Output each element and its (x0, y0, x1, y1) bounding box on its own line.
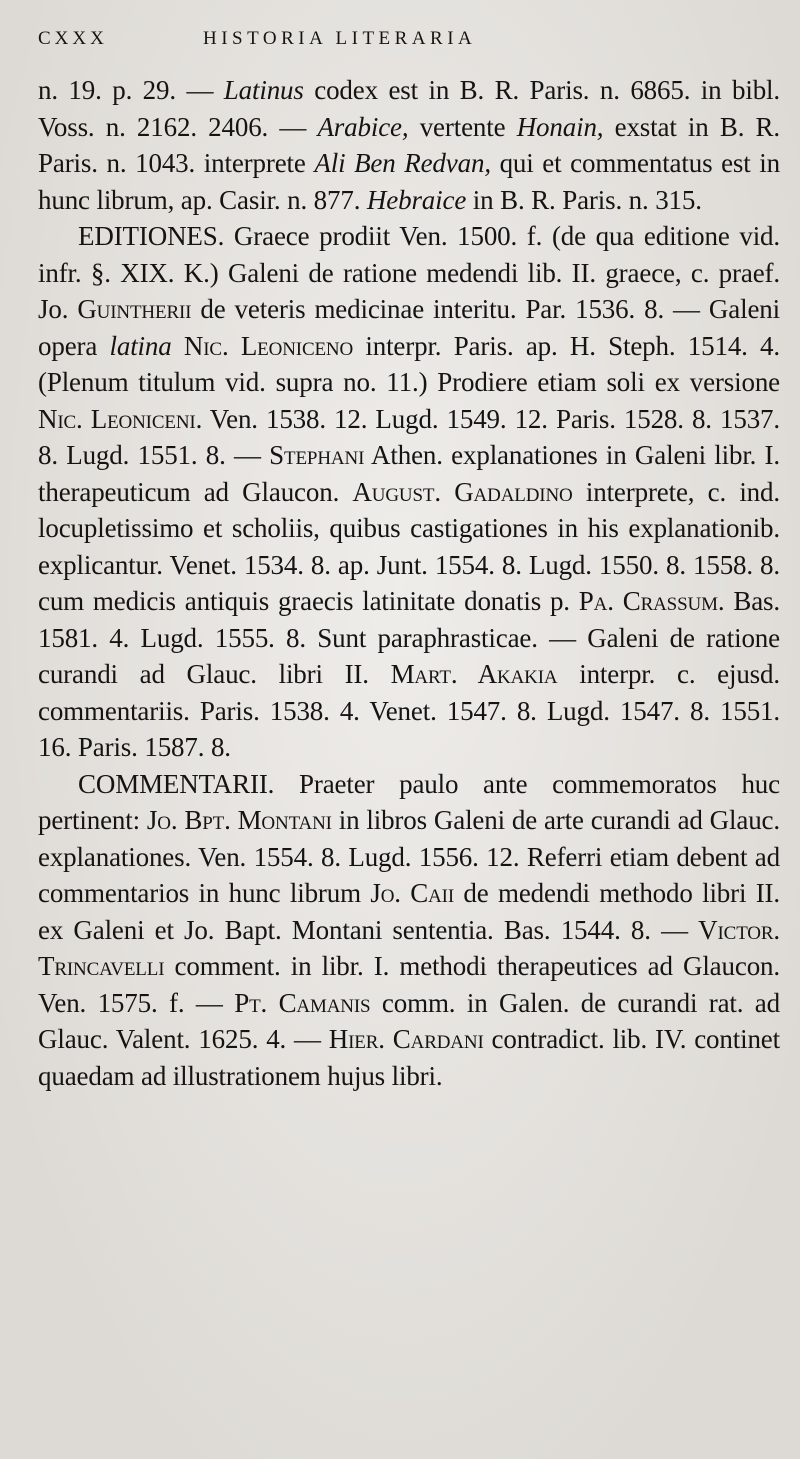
italic-term: Hebraice (366, 184, 467, 215)
italic-term: Arabice, (317, 111, 409, 142)
paragraph-continuation (38, 72, 780, 218)
text-run: contradict. lib. IV. continet quaedam ad illustrationem hujus libri. (38, 1024, 780, 1091)
text-run: in libros Galeni de arte curandi ad Glauc. explanationes. Ven. 1554. 8. Lugd. 1556. 12. Referri etiam debent ad commentarios in hunc librum (38, 805, 780, 908)
italic-term: Latinus (223, 75, 304, 105)
text-run: de veteris medicinae interitu. Par. 1536. 8. — Galeni opera (38, 294, 780, 361)
author-name: August. Gadaldino (352, 476, 573, 507)
text-run: n. 19. p. 29. — (38, 75, 224, 105)
text-run: codex est in B. R. Paris. n. 6865. in bibl. Voss. n. 2162. 2406. — (38, 75, 780, 142)
author-name: Pt. Camanis (234, 987, 371, 1018)
italic-term: latina (109, 330, 172, 361)
italic-term: Ali Ben Redvan, (314, 148, 491, 178)
text-run: de medendi methodo libri II. ex Galeni et Jo. Bapt. Montani sententia. Bas. 1544. 8. — (38, 878, 780, 945)
text-run: COMMENTARII. Praeter paulo ante commemoratos huc pertinent: (38, 768, 780, 835)
text-run: Bas. 1581. 4. Lugd. 1555. 8. Sunt paraphrasticae. — Galeni de ratione curandi ad Glauc. libri II. (38, 586, 780, 689)
text-run: Ven. 1538. 12. Lugd. 1549. 12. Paris. 1528. 8. 1537. 8. Lugd. 1551. 8. — (38, 403, 780, 470)
author-name: Nic. Leoniceni. (38, 403, 203, 434)
text-run: in B. R. Paris. n. 315. (466, 184, 702, 215)
paragraph-commentarii (38, 766, 780, 1095)
text-run (172, 331, 184, 361)
text-run: interprete, c. ind. locupletissimo et scholiis, quibus castigationes in his explanationib. explicantur. Venet. 1534. 8. ap. Junt. 1554. 8. Lugd. 1550. 8. 1558. 8. cum medicis antiquis graecis latinitate donatis p. (38, 476, 780, 616)
paragraph-editiones (38, 218, 780, 766)
text-run: interpr. c. ejusd. commentariis. Paris. 1538. 4. Venet. 1547. 8. Lugd. 1547. 8. 1551. 16. Paris. 1587. 8. (38, 659, 780, 762)
author-name: Nic. Leoniceno (183, 330, 354, 361)
text-run: exstat in B. R. Paris. n. 1043. interprete (38, 111, 780, 178)
running-title: HISTORIA LITERARIA (203, 28, 477, 49)
text-run: vertente (408, 111, 517, 142)
page-body (38, 72, 780, 1094)
page-header (38, 28, 780, 72)
text-run: comm. in Galen. de curandi rat. ad Glauc. Valent. 1625. 4. — (38, 987, 780, 1054)
author-name: Stephani (269, 440, 365, 470)
author-name: Victor. Trincavelli (38, 914, 780, 981)
text-run: comment. in libr. I. methodi therapeutices ad Glaucon. Ven. 1575. f. — (38, 951, 780, 1018)
author-name: Jo. Caii (370, 878, 455, 908)
italic-term: Honain, (516, 111, 604, 142)
text-run: Athen. explanationes in Galeni libr. I. therapeuticum ad Glaucon. (38, 440, 780, 507)
text-run: interpr. Paris. ap. H. Steph. 1514. 4. (Plenum titulum vid. supra no. 11.) Prodiere etiam soli ex versione (38, 330, 780, 397)
author-name: Jo. Bpt. Montani (146, 805, 332, 835)
author-name: Mart. Akakia (390, 659, 558, 689)
text-run: EDITIONES. Graece prodiit Ven. 1500. f. (de qua editione vid. infr. §. XIX. K.) Galeni de ratione medendi lib. II. graece, c. praef. Jo. (38, 221, 780, 324)
author-name: Hier. Cardani (328, 1024, 484, 1054)
author-name: Pa. Crassum. (578, 586, 725, 616)
text-run: qui et commentatus est in hunc librum, ap. Casir. n. 877. (38, 148, 781, 215)
author-name: Guintherii (77, 294, 192, 324)
page-number: CXXX (38, 28, 108, 49)
